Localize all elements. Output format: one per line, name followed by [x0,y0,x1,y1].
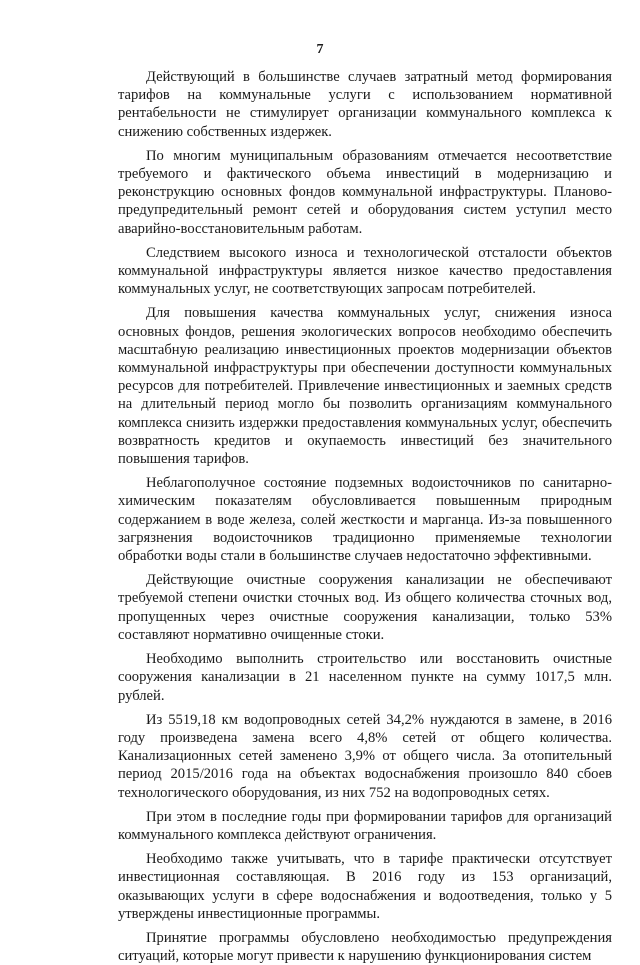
paragraph-investment-projects: Для повышения качества коммунальных услуг, снижения износа основных фондов, решения экологических вопросов необходимо обеспечить масштабную реализацию инвестиционных проектов модернизации объектов коммунальной инфраструктуры при обеспечении доступности коммунальных ресурсов для потребителей. Привлечение инвестиционных и заемных средств на длительный период могло бы позволить организациям коммунального комплекса снизить издержки предоставления коммунальных услуг, обеспечить возвратность кредитов и окупаемость инвестиций без значительного повышения тарифов. [118,305,612,468]
page-number: 7 [316,42,324,57]
paragraph-tariff-limits: При этом в последние годы при формировании тарифов для организаций коммунального комплекса действуют ограничения. [118,808,612,843]
paragraph-water-sources: Неблагополучное состояние подземных водоисточников по санитарно-химическим показателям обусловливается повышенным природным содержанием в воде железа, солей жесткости и марганца. Из-за повышенного загрязнения водоисточников традиционно применяемые технологии обработки воды стали в большинстве случаев недостаточно эффективными. [118,475,612,565]
paragraph-investment-mismatch: По многим муниципальным образованиям отмечается несоответствие требуемого и фактического объема инвестиций в модернизацию и реконструкцию основных фондов коммунальной инфраструктуры. Планово-предупредительный ремонт сетей и оборудования систем уступил место аварийно-восстановительным работам. [118,147,612,237]
paragraph-low-quality: Следствием высокого износа и технологической отсталости объектов коммунальной инфраструктуры является низкое качество предоставления коммунальных услуг, не соответствующих запросам потребителей. [118,244,612,298]
paragraph-treatment-facilities: Действующие очистные сооружения канализации не обеспечивают требуемой степени очистки сточных вод. Из общего количества сточных вод, пропущенных через очистные сооружения канализации, только 53% составляют нормативно очищенные стоки. [118,572,612,643]
paragraph-program-adoption: Принятие программы обусловлено необходимостью предупреждения ситуаций, которые могут привести к нарушению функционирования систем [118,929,612,965]
paragraph-construction-needed: Необходимо выполнить строительство или восстановить очистные сооружения канализации в 21 населенном пункте на сумму 1017,5 млн. рублей. [118,651,612,704]
paragraph-investment-component: Необходимо также учитывать, что в тарифе практически отсутствует инвестиционная составляющая. В 2016 году из 153 организаций, оказывающих услуги в сфере водоснабжения и водоотведения, только у 5 утверждены инвестиционные программы. [118,851,612,922]
paragraph-tariff-method: Действующий в большинстве случаев затратный метод формирования тарифов на коммунальные услуги с использованием нормативной рентабельности не стимулирует организации коммунального комплекса к снижению собственных издержек. [118,69,612,140]
paragraph-network-replacement: Из 5519,18 км водопроводных сетей 34,2% нуждаются в замене, в 2016 году произведена замена всего 4,8% сетей от общего количества. Канализационных сетей заменено 3,9% от общего числа. За отопительный период 2015/2016 года на объектах водоснабжения произошло 840 сбоев технологического оборудования, из них 752 на водопроводных сетях. [118,711,612,801]
document-body [118,68,612,965]
